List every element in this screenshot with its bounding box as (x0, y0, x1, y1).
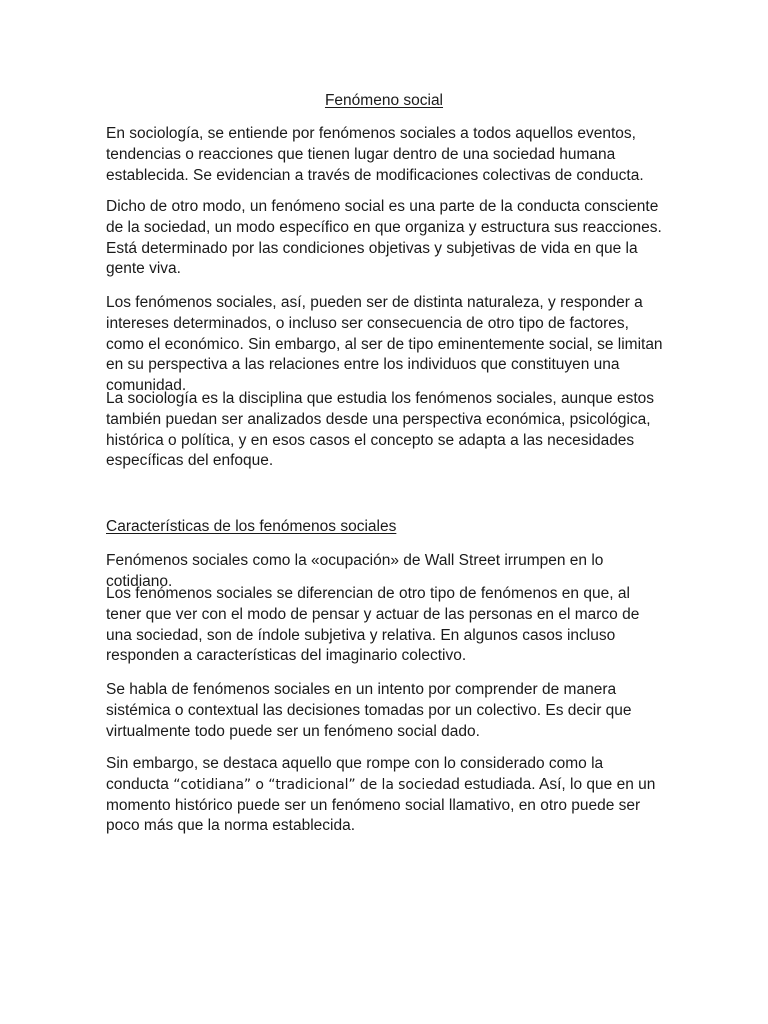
section-paragraph-3: Se habla de fenómenos sociales en un intento por comprender de manera sistémica o contextual las decisiones tomadas por un colectivo. Es decir que virtualmente todo puede ser un fenómeno social dado. (106, 681, 632, 740)
paragraph-text: ad estudiada. Así, lo que en un momento histórico puede ser un fenómeno social llamativo, en otro puede ser poco más que la norma establecida. (106, 775, 656, 835)
section-paragraph-2: Los fenómenos sociales se diferencian de otro tipo de fenómenos en que, al tener que ver con el modo de pensar y actuar de las personas en el marco de una sociedad, son de índole subjetiva y relativa. En algunos casos incluso responden a características del imaginario colectivo. (106, 585, 640, 665)
section-paragraph-4 (106, 754, 666, 837)
section-paragraph-1: Fenómenos sociales como la «ocupación» de Wall Street irrumpen en lo cotidiano. (106, 552, 604, 590)
paragraph-text-alt-font: “cotidiana” o “tradicional” de la socied (173, 776, 443, 793)
section-heading: Características de los fenómenos sociales (106, 518, 397, 535)
paragraph-1: En sociología, se entiende por fenómenos sociales a todos aquellos eventos, tendencias o reacciones que tienen lugar dentro de una sociedad humana establecida. Se evidencian a través de modificaciones colectivas de conducta. (106, 125, 644, 184)
paragraph-text: Sin embargo, se destaca aquello que rompe con lo considerado como la conducta (106, 755, 604, 793)
paragraph-3: Los fenómenos sociales, así, pueden ser de distinta naturaleza, y responder a intereses determinados, o incluso ser consecuencia de otro tipo de factores, como el económico. Sin embargo, al ser de tipo eminentemente social, se limitan en su perspectiva a las relaciones entre los individuos que constituyen una comunidad. (106, 294, 663, 395)
paragraph-4: La sociología es la disciplina que estudia los fenómenos sociales, aunque estos también puedan ser analizados desde una perspectiva económica, psicológica, histórica o política, y en esos casos el concepto se adapta a las necesidades específicas del enfoque. (106, 390, 655, 470)
document-title: Fenómeno social (324, 92, 444, 109)
paragraph-2: Dicho de otro modo, un fenómeno social es una parte de la conducta consciente de la sociedad, un modo específico en que organiza y estructura sus reacciones. Está determinado por las condiciones objetivas y subjetivas de vida en que la gente viva. (106, 198, 662, 278)
